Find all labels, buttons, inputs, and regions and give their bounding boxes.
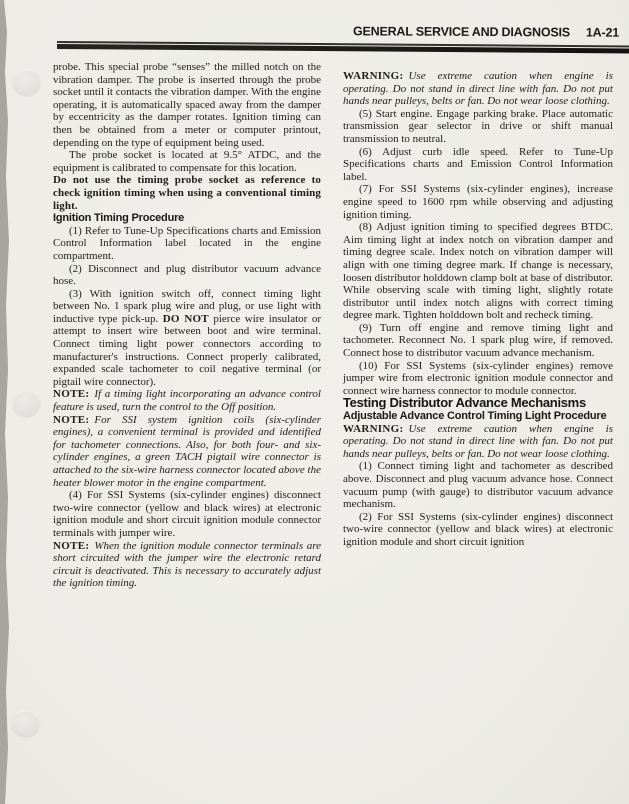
step-4: (4) For SSI Systems (six-cylinder engines) disconnect two-wire connector (yellow and black wires) at electronic ignition module and short circuit ignition module connector terminals with jumper wire. xyxy=(53,489,321,539)
step-9: (9) Turn off engine and remove timing light and tachometer. Reconnect No. 1 spark plug wire, if removed. Connect hose to distributor vacuum advance mechanism. xyxy=(343,321,613,360)
note-1-text: If a timing light incorporating an advance control feature is used, turn the control to the Off position. xyxy=(53,388,321,414)
warning-1-label: WARNING: xyxy=(343,70,404,82)
punch-hole-bottom xyxy=(12,710,39,736)
note-2-label: NOTE: xyxy=(53,413,90,426)
paragraph-caution-bold: Do not use the timing probe socket as reference to check ignition timing when using a conventional timing light. xyxy=(53,174,321,212)
subsection-heading-adjustable-advance: Adjustable Advance Control Timing Light Procedure xyxy=(343,410,607,423)
right-column xyxy=(343,70,613,549)
step-7: (7) For SSI Systems (six-cylinder engines), increase engine speed to 1600 rpm while observing and adjusting ignition timing. xyxy=(343,183,613,221)
step-3-text-post: pierce wire insulator or attempt to insert wire between boot and wire terminal. Connect timing light power connectors according to manufacturer's instructions. Connect properly calibrated, expanded scale tachometer to coil negative terminal (or pigtail wire connector). xyxy=(53,312,321,388)
punch-hole-top xyxy=(13,69,40,95)
warning-2-text: Use extreme caution when engine is operating. Do not stand in direct line with fan. Do not put hands near pulleys, belts or fan. Do not wear loose clothing. xyxy=(343,422,613,460)
step-6: (6) Adjust curb idle speed. Refer to Tune-Up Specifications charts and Emission Control Information label. xyxy=(343,145,613,183)
note-3-label: NOTE: xyxy=(53,539,90,552)
header-page-number: 1A-21 xyxy=(585,25,620,40)
note-1-label: NOTE: xyxy=(53,388,90,401)
step-a1: (1) Connect timing light and tachometer as described above. Disconnect and plug vacuum advance hose. Connect vacuum pump (with gauge) to distributor vacuum advance mechanism. xyxy=(343,460,613,511)
step-8: (8) Adjust ignition timing to specified degrees BTDC. Aim timing light at index notch on vibration damper and timing degree scale. Index notch on vibration damper will align with one timing degree mark. If change is necessary, loosen distributor holddown clamp bolt at base of distributor. While observing scale with timing light, slightly rotate distributor until index notch aligns with correct timing degree mark. Tighten holddown bolt and recheck timing. xyxy=(343,221,613,322)
warning-2 xyxy=(343,423,613,461)
step-10: (10) For SSI Systems (six-cylinder engines) remove jumper wire from electronic ignition module connector and connect wire harness connector to module connector. xyxy=(343,359,613,397)
step-2: (2) Disconnect and plug distributor vacuum advance hose. xyxy=(53,262,321,288)
section-heading-testing-advance: Testing Distributor Advance Mechanisms xyxy=(343,395,586,411)
step-a2: (2) For SSI Systems (six-cylinder engines) disconnect two-wire connector (yellow and black wires) at electronic ignition module and short circuit ignition xyxy=(343,510,613,548)
page-header xyxy=(353,24,619,39)
scan-left-edge xyxy=(0,0,10,804)
warning-1 xyxy=(343,70,613,108)
step-3-emphasis: DO NOT xyxy=(162,312,209,325)
paragraph-probe-socket: The probe socket is located at 9.5° ATDC, and the equipment is calibrated to compensate for this location. xyxy=(53,149,321,174)
note-2-text: For SSI system ignition coils (six-cylinder engines), a convenient terminal is provided and identified for tachometer connections. Also, for both four- and six-cylinder engines, a green TACH pigtail wire connector is attached to the six-wire harness connector located above the heater blower motor in the engine compartment. xyxy=(53,413,321,489)
note-1 xyxy=(53,388,321,413)
step-5: (5) Start engine. Engage parking brake. Place automatic transmission gear selector in drive or shift manual transmission to neutral. xyxy=(343,107,613,145)
note-3-text: When the ignition module connector terminals are short circuited with the jumper wire the electronic retard circuit is deactivated. This is necessary to accurately adjust the ignition timing. xyxy=(53,539,321,590)
left-column xyxy=(53,61,321,590)
punch-hole-middle xyxy=(13,390,40,416)
step-1: (1) Refer to Tune-Up Specifications charts and Emission Control Information label located in the engine compartment. xyxy=(53,224,321,262)
step-3 xyxy=(53,288,321,389)
header-title: GENERAL SERVICE AND DIAGNOSIS xyxy=(352,24,570,40)
paragraph-intro-continuation: probe. This special probe “senses” the milled notch on the vibration damper. The probe is inserted through the probe socket until it contacts the vibration damper. With the engine operating, it is automatically spaced away from the damper by eccentricity as the damper rotates. Ignition timing can then be obtained from a meter or computer printout, depending on the type of equipment being used. xyxy=(53,61,321,149)
step-3-text-pre: (3) With ignition switch off, connect timing light between No. 1 spark plug wire and plug, or use light with inductive type pick-up. xyxy=(53,287,321,325)
note-2 xyxy=(53,414,321,490)
warning-1-text: Use extreme caution when engine is operating. Do not stand in direct line with fan. Do not put hands near pulleys, belts or fan. Do not wear loose clothing. xyxy=(343,70,613,108)
note-3 xyxy=(53,540,321,590)
warning-2-label: WARNING: xyxy=(343,422,404,435)
section-heading-ignition-timing: Ignition Timing Procedure xyxy=(53,212,185,225)
